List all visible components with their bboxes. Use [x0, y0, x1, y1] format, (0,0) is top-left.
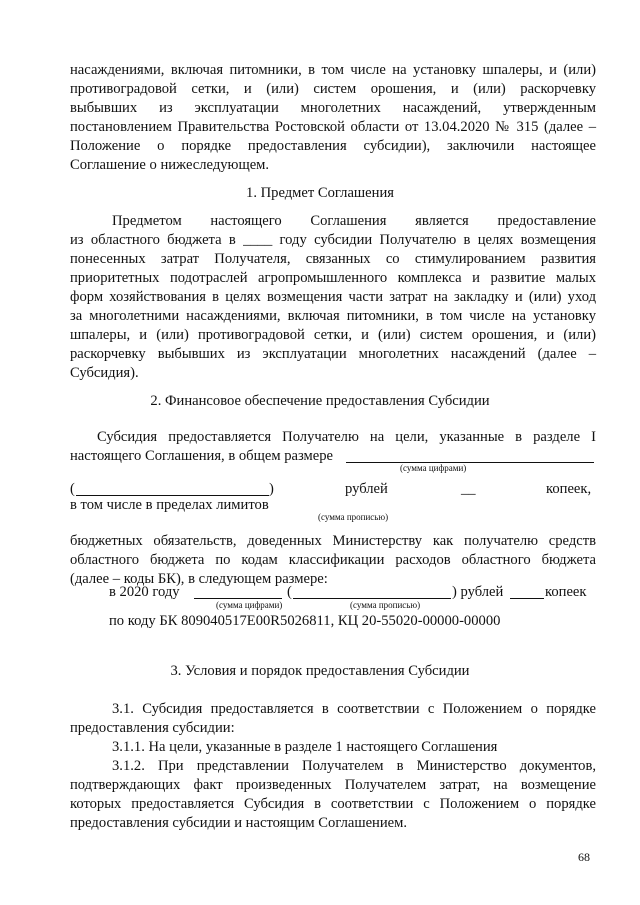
year-prefix: в 2020 году [109, 584, 180, 600]
section-1-line: приоритетных подотраслей агропромышленного комплекса и развитие малых [70, 270, 596, 286]
section-2-line: областного бюджета по кодам классификации расходов областного бюджета [70, 552, 596, 568]
year-kopeck-blank[interactable] [510, 598, 544, 599]
year-words-blank[interactable] [293, 598, 451, 599]
section-3-line: 3.1. Субсидия предоставляется в соответствии с Положением о порядке [112, 701, 596, 717]
section-1-line: Субсидия). [70, 365, 139, 381]
section-3-line: которых предоставляется Субсидия в соответствии с Положением о порядке [70, 796, 596, 812]
section-3-line: подтверждающих факт произведенных Получателем затрат, на возмещение [70, 777, 596, 793]
intro-line: постановлением Правительства Ростовской области от 13.04.2020 № 315 (далее – [70, 119, 596, 135]
year-kopecks: копеек [545, 584, 587, 600]
section-1-line: из областного бюджета в ____ году субсидии Получателю в целях возмещения [70, 232, 596, 248]
paren-open: ( [70, 481, 75, 497]
intro-line: насаждениями, включая питомники, в том числе на установку шпалеры, и (или) [70, 62, 596, 78]
section-1-line: понесенных затрат Получателя, связанных со стимулированием развития [70, 251, 596, 267]
intro-line: противоградовой сетки, и (или) систем орошения, и (или) раскорчевку [70, 81, 596, 97]
section-1-line: шпалеры, и (или) противоградовой сетки, и (или) систем орошения, и (или) [70, 327, 596, 343]
section-1-line: форм хозяйствования в целях возмещения части затрат на закладку и (или) уход [70, 289, 596, 305]
section-2-line: Субсидия предоставляется Получателю на цели, указанные в разделе I [97, 429, 596, 445]
section-3-line: 3.1.1. На цели, указанные в разделе 1 настоящего Соглашения [112, 739, 498, 755]
page-number: 68 [578, 850, 590, 864]
kopeck-blank[interactable]: __ [461, 481, 476, 497]
rubles-label: рублей [345, 481, 388, 497]
section-2-line: настоящего Соглашения, в общем размере [70, 448, 334, 464]
section-1-line: раскорчевку выбывших из эксплуатации многолетних насаждений (далее – [70, 346, 596, 362]
intro-line: выбывших из эксплуатации многолетних насаждений, утвержденным [70, 100, 596, 116]
year-digits-blank[interactable] [194, 598, 282, 599]
section-1-line: за многолетними насаждениями, включая питомники, в том числе на установку [70, 308, 596, 324]
amount-digits-blank[interactable] [346, 462, 594, 463]
hint-amount-words: (сумма прописью) [318, 512, 389, 522]
intro-line: Соглашение о нижеследующем. [70, 157, 270, 173]
section-2-line: (далее – коды БК), в следующем размере: [70, 571, 328, 587]
section-2-line: бюджетных обязательств, доведенных Министерству как получателю средств [70, 533, 596, 549]
hint-year-digits: (сумма цифрами) [216, 600, 283, 610]
section-3-heading: 3. Условия и порядок предоставления Субсидии [170, 663, 470, 679]
bk-code-line: по коду БК 809040517Е00R5026811, КЦ 20-55020-00000-00000 [109, 613, 501, 629]
section-3-line: 3.1.2. При представлении Получателем в Министерство документов, [112, 758, 596, 774]
hint-year-words: (сумма прописью) [350, 600, 421, 610]
hint-amount-digits: (сумма цифрами) [400, 463, 467, 473]
section-2-heading: 2. Финансовое обеспечение предоставления Субсидии [150, 393, 490, 409]
section-3-line: предоставления субсидии и настоящим Соглашением. [70, 815, 408, 831]
paren-close: ) [269, 481, 274, 497]
year-rubles: ) рублей [452, 584, 504, 600]
section-1-heading: 1. Предмет Соглашения [246, 185, 394, 201]
kopecks-label: копеек, [546, 481, 592, 497]
section-1-line: Предметом настоящего Соглашения является предоставление [112, 213, 596, 229]
year-paren-open: ( [287, 584, 292, 600]
limits-line: в том числе в пределах лимитов [70, 497, 269, 513]
section-3-line: предоставления субсидии: [70, 720, 235, 736]
intro-line: Положение о порядке предоставления субсидии), заключили настоящее [70, 138, 596, 154]
